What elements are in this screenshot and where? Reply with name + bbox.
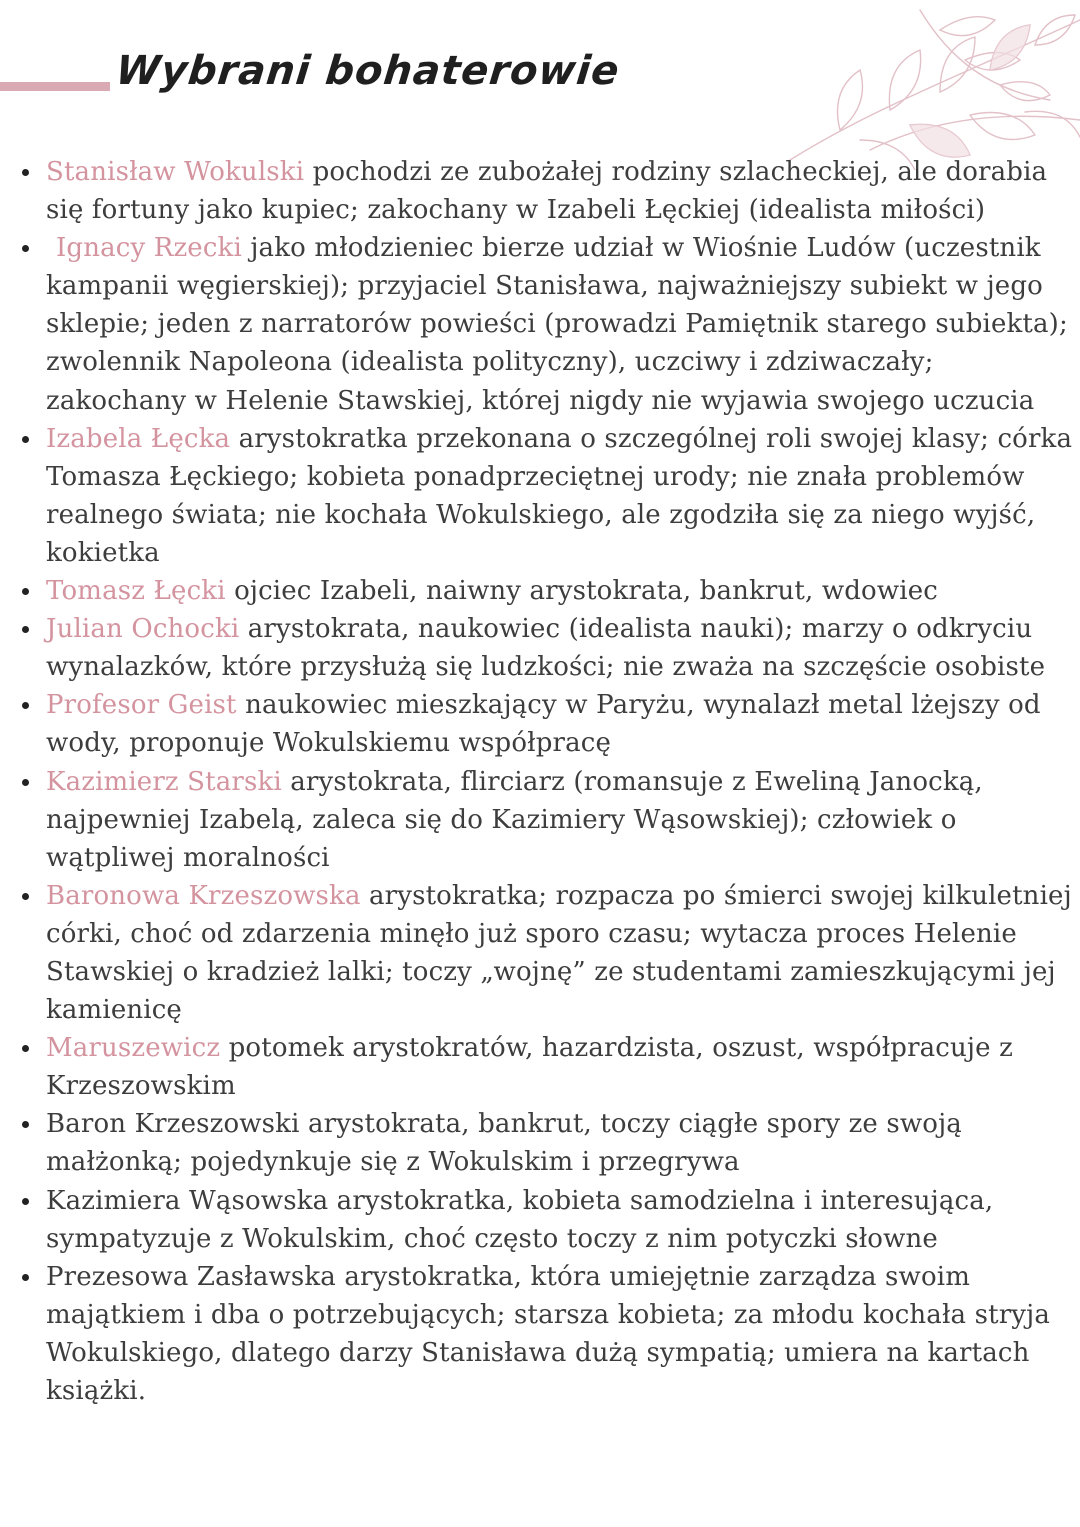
character-description: Kazimiera Wąsowska arystokratka, kobieta samodzielna i interesująca, sympatyzuje z Wokulskim, choć często toczy z nim potyczki słowne [46,1185,994,1254]
bullet-icon [22,1198,29,1205]
character-description: potomek arystokratów, hazardzista, oszust, współpracuje z Krzeszowskim [46,1033,1013,1102]
character-name: Julian Ochocki [46,614,240,645]
character-name: Maruszewicz [46,1033,221,1064]
character-name: Tomasz Łęcki [46,576,226,607]
list-item [0,610,1080,686]
character-name: Baronowa Krzeszowska [46,880,361,911]
list-item [0,1258,1080,1410]
list-item [0,763,1080,877]
character-description: arystokrata, naukowiec (idealista nauki); marzy o odkryciu wynalazków, które przysłużą się ludzkości; nie zważa na szczęście osobiste [46,614,1046,683]
character-description: arystokrata, flirciarz (romansuje z Eweliną Janocką, najpewniej Izabelą, zaleca się do Kazimiery Wąsowskiej); człowiek o wątpliwej moralności [46,766,983,873]
character-description: ojciec Izabeli, naiwny arystokrata, bankrut, wdowiec [234,576,938,607]
character-name: Izabela Łęcka [46,423,231,454]
character-description: Baron Krzeszowski arystokrata, bankrut, toczy ciągłe spory ze swoją małżonką; pojedynkuje się z Wokulskim i przegrywa [46,1109,962,1178]
bullet-icon [22,1274,29,1281]
title-accent-bar [0,82,110,91]
bullet-icon [22,169,29,176]
bullet-icon [22,245,29,252]
character-description: arystokratka przekonana o szczególnej roli swojej klasy; córka Tomasza Łęckiego; kobieta ponadprzeciętnej urody; nie znała problemów realnego świata; nie kochała Wokulskiego, ale zgodziła się za niego wyjść, kokietka [46,423,1073,568]
bullet-icon [22,779,29,786]
list-item [0,1029,1080,1105]
character-name: Kazimierz Starski [46,766,282,797]
bullet-icon [22,588,29,595]
page-title: Wybrani bohaterowie [113,48,622,94]
character-description: jako młodzieniec bierze udział w Wiośnie Ludów (uczestnik kampanii węgierskiej); przyjaciel Stanisława, najważniejszy subiekt w jego sklepie; jeden z narratorów powieści (prowadzi Pamiętnik starego subiekta); zwolennik Napoleona (idealista polityczny), uczciwy i zdziwaczały; zakochany w Helenie Stawskiej, której nigdy nie wyjawia swojego uczucia [46,233,1068,416]
character-description: Prezesowa Zasławska arystokratka, która umiejętnie zarządza swoim majątkiem i dba o potrzebujących; starsza kobieta; za młodu kochała stryja Wokulskiego, dlatego darzy Stanisława dużą sympatią; umiera na kartach książki. [46,1261,1050,1406]
list-item [0,686,1080,762]
character-description: arystokratka; rozpacza po śmierci swojej kilkuletniej córki, choć od zdarzenia minęło już sporo czasu; wytacza proces Helenie Stawskiej o kradzież lalki; toczy „wojnę” ze studentami zamieszkującymi jej kamienicę [46,880,1072,1026]
list-item [0,420,1080,572]
character-description: naukowiec mieszkający w Paryżu, wynalazł metal lżejszy od wody, proponuje Wokulskiemu współpracę [46,690,1041,759]
list-item [0,572,1080,610]
character-name: Ignacy Rzecki [56,233,242,264]
list-item [0,229,1080,419]
bullet-icon [22,626,29,633]
list-item [0,153,1080,229]
character-name: Stanisław Wokulski [46,157,305,187]
bullet-icon [22,436,29,443]
bullet-icon [22,1121,29,1128]
list-item [0,1182,1080,1258]
character-list [0,153,1080,1410]
character-name: Profesor Geist [46,690,237,721]
bullet-icon [22,893,29,900]
leaf-branch-decoration [750,0,1080,170]
list-item [0,877,1080,1029]
list-item [0,1105,1080,1181]
bullet-icon [22,1045,29,1052]
character-description: pochodzi ze zubożałej rodziny szlacheckiej, ale dorabia się fortuny jako kupiec; zakochany w Izabeli Łęckiej (idealista miłości) [46,157,1048,226]
bullet-icon [22,702,29,709]
